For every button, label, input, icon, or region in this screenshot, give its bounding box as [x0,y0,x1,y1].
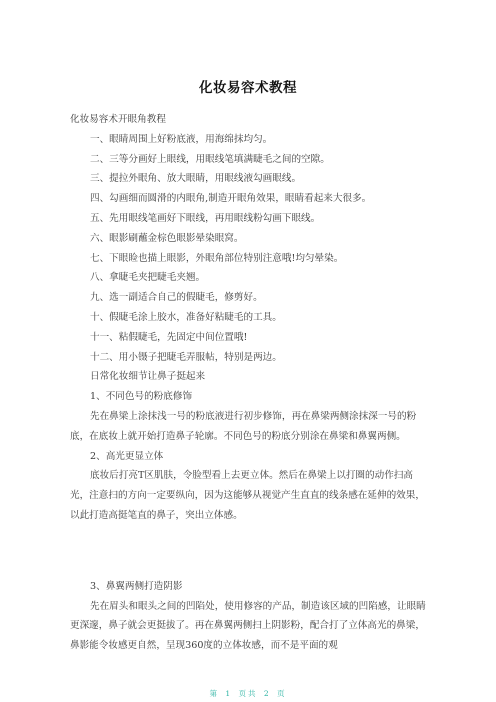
paragraph: 六、眼影刷蘸金棕色眼影晕染眼窝。 [90,232,244,244]
paragraph: 三、提拉外眼角、放大眼睛，用眼线液勾画眼线。 [90,173,302,185]
paragraph: 化妆易容术开眼角教程 [70,114,166,125]
paragraph: 四、勾画细而圆滑的内眼角,制造开眼角效果，眼睛看起来大很多。 [90,193,372,205]
footer-end-label: 页 [277,689,287,698]
paragraph: 2、高光更显立体 [90,450,164,462]
paragraph: 二、三等分画好上眼线，用眼线笔填满睫毛之间的空隙。 [90,153,330,165]
footer-page-label: 第 [209,689,219,698]
paragraph: 先在鼻梁上涂抹浅一号的粉底液进行初步修饰，再在鼻梁两侧涂抹深一号的粉底，在底妆上就开始打造鼻子轮廓。不同色号的粉底分别涂在鼻梁和鼻翼两侧。 [70,410,417,442]
paragraph: 十二、用小镊子把睫毛弄服帖，特别是两边。 [90,351,282,363]
document-body [70,110,426,656]
footer-current-page: 1 [225,689,233,698]
paragraph: 日常化妆细节让鼻子挺起来 [90,371,206,383]
paragraph: 1、不同色号的粉底修饰 [90,391,193,403]
paragraph: 3、鼻翼两侧打造阴影 [90,580,183,592]
footer-total-pages: 2 [263,689,271,698]
document-title: 化妆易容术教程 [199,80,297,96]
paragraph: 九、选一副适合自己的假睫毛，修剪好。 [90,292,263,304]
paragraph: 十、假睫毛涂上胶水，准备好粘睫毛的工具。 [90,311,282,323]
paragraph: 先在眉头和眼头之间的凹陷处，使用修容的产品，制造该区域的凹陷感，让眼睛更深邃，鼻子就会更挺拔了。再在鼻翼两侧扫上阴影粉，配合打了立体高光的鼻梁，鼻影能令妆感更自然，呈现360度的立体妆感，而不是平面的观 [70,600,426,652]
paragraph: 一、眼睛周围上好粉底液，用海绵抹均匀。 [90,133,273,145]
footer-of-label: 页共 [238,689,258,698]
page-footer [0,688,496,699]
paragraph: 七、下眼睑也描上眼影，外眼角部位特别注意哦!均匀晕染。 [90,252,344,264]
paragraph-spacer [70,542,426,561]
paragraph: 五、先用眼线笔画好下眼线，再用眼线粉勾画下眼线。 [90,212,321,224]
paragraph: 十一、粘假睫毛，先固定中间位置哦! [90,331,248,343]
paragraph: 底妆后打亮T区肌肤，令脸型看上去更立体。然后在鼻梁上以打圈的动作扫高光，注意扫的方向一定要纵向，因为这能够从视觉产生直直的线条感在延伸的效果，以此打造高挺笔直的鼻子，突出立体感。 [70,470,425,521]
paragraph: 八、拿睫毛夹把睫毛夹翘。 [90,272,206,284]
